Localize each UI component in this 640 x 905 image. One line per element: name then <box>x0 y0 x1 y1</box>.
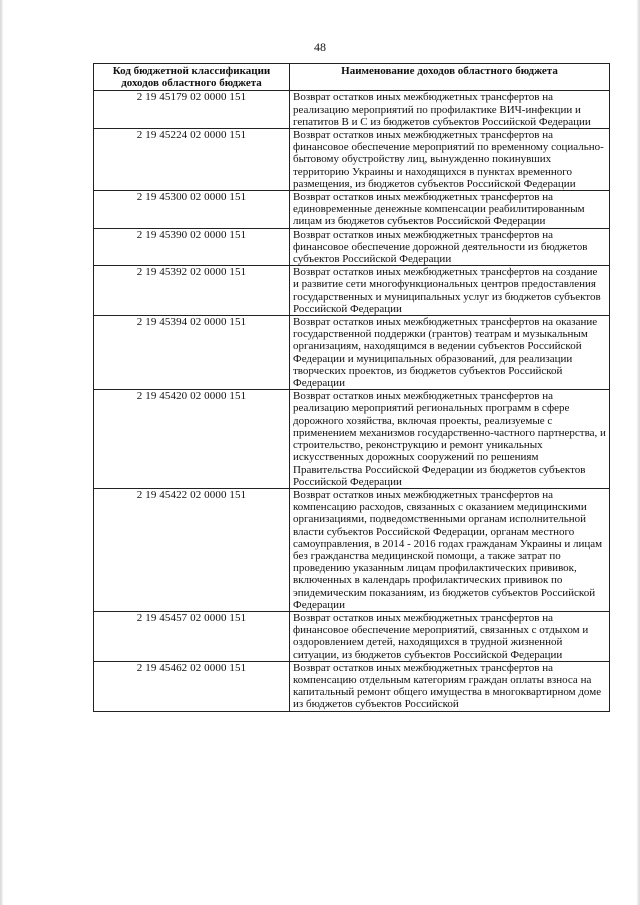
header-name: Наименование доходов областного бюджета <box>290 64 610 91</box>
row-code: 2 19 45420 02 0000 151 <box>94 390 290 489</box>
row-code: 2 19 45394 02 0000 151 <box>94 316 290 390</box>
row-code: 2 19 45457 02 0000 151 <box>94 611 290 661</box>
row-code: 2 19 45300 02 0000 151 <box>94 191 290 229</box>
table-header-row <box>94 64 610 91</box>
page-number: 48 <box>314 40 326 54</box>
row-code: 2 19 45179 02 0000 151 <box>94 91 290 129</box>
header-code: Код бюджетной классификации доходов областного бюджета <box>94 64 290 91</box>
table-row <box>94 266 610 316</box>
row-code: 2 19 45224 02 0000 151 <box>94 129 290 191</box>
row-name: Возврат остатков иных межбюджетных трансфертов на финансовое обеспечение мероприятий по временному социально-бытовому обустройству лиц, вынужденно покинувших территорию Украины и находящихся в пунктах временного размещения, из бюджетов субъектов Российской Федерации <box>290 129 610 191</box>
row-code: 2 19 45462 02 0000 151 <box>94 661 290 711</box>
table-row <box>94 91 610 129</box>
row-code: 2 19 45422 02 0000 151 <box>94 488 290 611</box>
scan-edge-left <box>0 0 3 905</box>
table-row <box>94 129 610 191</box>
table-row <box>94 390 610 489</box>
row-code: 2 19 45392 02 0000 151 <box>94 266 290 316</box>
table-row <box>94 228 610 266</box>
row-name: Возврат остатков иных межбюджетных трансфертов на единовременные денежные компенсации реабилитированным лицам из бюджетов субъектов Российской Федерации <box>290 191 610 229</box>
table-row <box>94 316 610 390</box>
table-row <box>94 661 610 711</box>
table-row <box>94 611 610 661</box>
row-name: Возврат остатков иных межбюджетных трансфертов на финансовое обеспечение дорожной деятельности из бюджетов субъектов Российской Федерации <box>290 228 610 266</box>
table-row <box>94 488 610 611</box>
row-name: Возврат остатков иных межбюджетных трансфертов на компенсацию отдельным категориям граждан оплаты взноса на капитальный ремонт общего имущества в многоквартирном доме из бюджетов субъектов Российской <box>290 661 610 711</box>
budget-classification-table <box>93 63 610 712</box>
row-name: Возврат остатков иных межбюджетных трансфертов на оказание государственной поддержки (грантов) театрам и музыкальным организациям, находящимся в ведении субъектов Российской Федерации и муниципальных образований, для реализации творческих проектов, из бюджетов субъектов Российской Федерации <box>290 316 610 390</box>
table-row <box>94 191 610 229</box>
row-name: Возврат остатков иных межбюджетных трансфертов на реализацию мероприятий по профилактике ВИЧ-инфекции и гепатитов В и С из бюджетов субъектов Российской Федерации <box>290 91 610 129</box>
row-code: 2 19 45390 02 0000 151 <box>94 228 290 266</box>
row-name: Возврат остатков иных межбюджетных трансфертов на финансовое обеспечение мероприятий, связанных с отдыхом и оздоровлением детей, находящихся в трудной жизненной ситуации, из бюджетов субъектов Российской Федерации <box>290 611 610 661</box>
row-name: Возврат остатков иных межбюджетных трансфертов на создание и развитие сети многофункциональных центров предоставления государственных и муниципальных услуг из бюджетов субъектов Российской Федерации <box>290 266 610 316</box>
row-name: Возврат остатков иных межбюджетных трансфертов на компенсацию расходов, связанных с оказанием медицинскими организациями, подведомственными органам исполнительной власти субъектов Российской Федерации, органам местного самоуправления, в 2014 - 2016 годах гражданам Украины и лицам без гражданства медицинской помощи, а также затрат по проведению указанным лицам профилактических прививок, включенных в календарь профилактических прививок по эпидемическим показаниям, из бюджетов субъектов Российской Федерации <box>290 488 610 611</box>
row-name: Возврат остатков иных межбюджетных трансфертов на реализацию мероприятий региональных программ в сфере дорожного хозяйства, включая проекты, реализуемые с применением механизмов государственно-частного партнерства, и строительство, реконструкцию и ремонт уникальных искусственных дорожных сооружений по решениям Правительства Российской Федерации из бюджетов субъектов Российской Федерации <box>290 390 610 489</box>
